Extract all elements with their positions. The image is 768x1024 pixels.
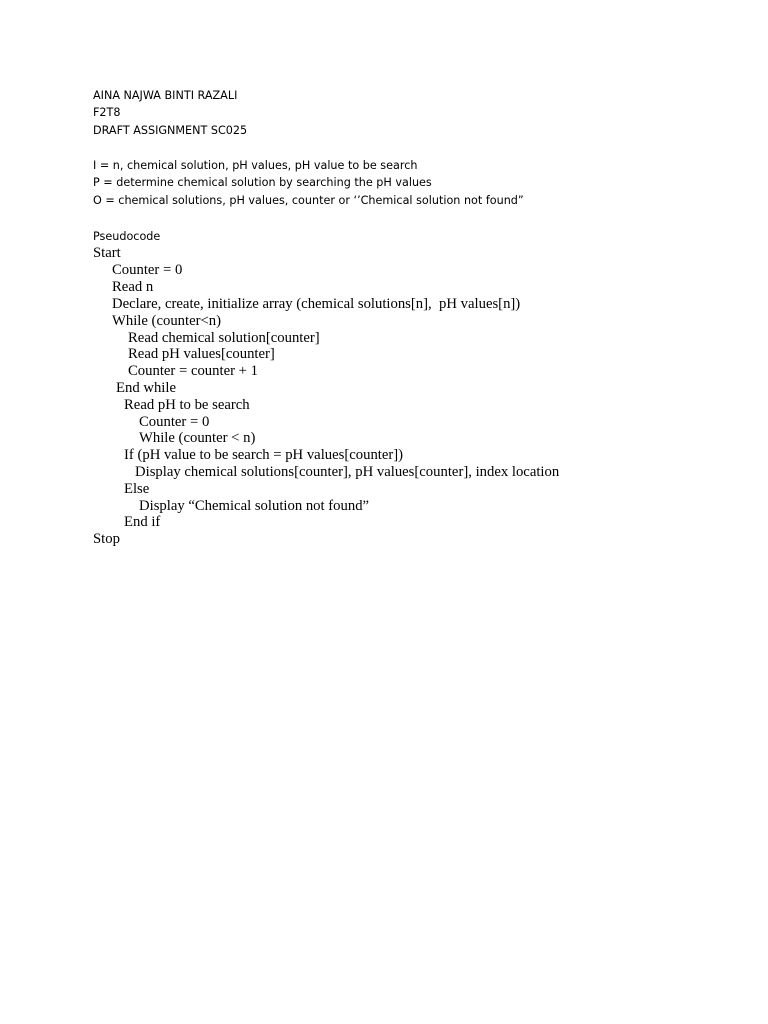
pseudocode-line: If (pH value to be search = pH values[counter]) xyxy=(124,447,404,463)
pseudocode-line: Else xyxy=(124,481,150,497)
pseudocode-line: End while xyxy=(116,380,176,396)
class-code: F2T8 xyxy=(93,106,121,119)
pseudocode-line: Stop xyxy=(93,531,120,547)
pseudocode-heading: Pseudocode xyxy=(93,230,161,243)
pseudocode-line: Read pH values[counter] xyxy=(128,346,275,362)
pseudocode-line: Display “Chemical solution not found” xyxy=(139,498,370,514)
pseudocode-line: Read n xyxy=(112,279,154,295)
pseudocode-line: Counter = 0 xyxy=(112,262,183,278)
pseudocode-line: Declare, create, initialize array (chemical solutions[n], pH values[n]) xyxy=(112,296,521,312)
pseudocode-line: Display chemical solutions[counter], pH values[counter], index location xyxy=(135,464,560,480)
student-name: AINA NAJWA BINTI RAZALI xyxy=(93,89,238,102)
ipo-output: O = chemical solutions, pH values, counter or ‘’Chemical solution not found” xyxy=(93,194,524,207)
pseudocode-line: Counter = counter + 1 xyxy=(128,363,258,379)
pseudocode-line: Counter = 0 xyxy=(139,414,210,430)
pseudocode-line: While (counter<n) xyxy=(112,313,222,329)
ipo-input: I = n, chemical solution, pH values, pH value to be search xyxy=(93,159,418,172)
pseudocode-line: While (counter < n) xyxy=(139,430,256,446)
pseudocode-line: Start xyxy=(93,245,121,261)
ipo-process: P = determine chemical solution by searching the pH values xyxy=(93,176,432,189)
pseudocode-line: Read chemical solution[counter] xyxy=(128,330,320,346)
pseudocode-line: Read pH to be search xyxy=(124,397,250,413)
assignment-title: DRAFT ASSIGNMENT SC025 xyxy=(93,124,248,137)
pseudocode-line: End if xyxy=(124,514,161,530)
